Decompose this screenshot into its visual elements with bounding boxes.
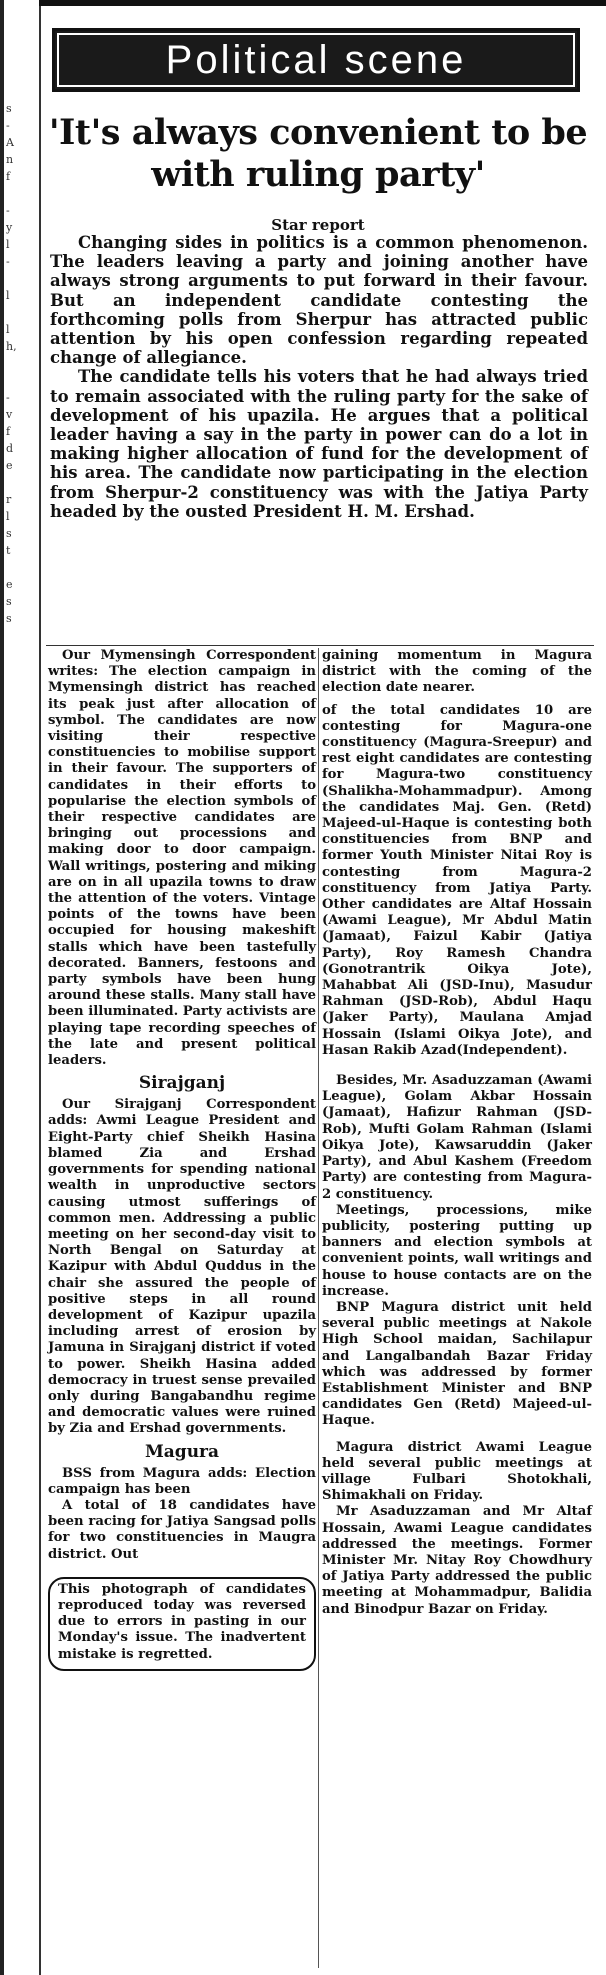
intro-paragraph: Changing sides in politics is a common phenomenon. The leaders leaving a party and joining another have always strong arguments to put forward in their favour. But an independent candidate contesting the forthcoming polls from Sherpur has attracted public attention by his open confession regarding repeated change of allegiance. (50, 233, 588, 368)
fragment-char (6, 474, 36, 491)
intro-paragraph: The candidate tells his voters that he had always tried to remain associated with the ruling party for the sake of development of his upazila. He argues that a political leader having a say in the party in power can do a lot in making higher allocation of fund for the development of his area. The candidate now participating in the election from Sherpur-2 constituency was with the Jatiya Party headed by the ousted President H. M. Ershad. (50, 367, 588, 521)
fragment-char: s (6, 612, 12, 625)
intro-section (50, 233, 588, 521)
fragment-char: h, (6, 340, 17, 353)
fragment-char (6, 355, 36, 372)
fragment-char: A (6, 136, 14, 149)
column-divider (318, 648, 319, 1968)
article-paragraph: Mr Asaduzzaman and Mr Altaf Hossain, Awami League candidates addressed the meetings. Former Minister Mr. Nitay Roy Chowdhury of Jatiya Party addressed the public meeting at Mohammadpur, Balidia and Binodpur Bazar on Friday. (322, 1504, 592, 1617)
fragment-char: t (6, 544, 11, 557)
fragment-char (6, 304, 36, 321)
fragment-char: - (6, 204, 10, 217)
subhead-sirajganj: Sirajganj (138, 1073, 226, 1094)
fragment-char: l (6, 323, 10, 336)
article-paragraph: Besides, Mr. Asaduzzaman (Awami League), Golam Akbar Hossain (Jamaat), Hafizur Rahman (JSD-Rob), Mufti Golam Rahman (Islami Oikya Jote), Kawsaruddin (Jaker Party), and Abul Kashem (Freedom Party) are contesting from Magura-2 constituency. (322, 1073, 592, 1202)
fragment-char: f (6, 425, 11, 438)
right-column (322, 648, 592, 1618)
subhead-magura: Magura (144, 1441, 220, 1462)
article-paragraph: Our Sirajganj Correspondent adds: Awmi League President and Eight-Party chief Sheikh Hasina blamed Zia and Ershad governments for spending national wealth in unproductive sectors causing utmost sufferings of common men. Addressing a public meeting on her second-day visit to North Bengal on Saturday at Kazipur with Abdul Quddus in the chair she assured the people of positive steps in all round development of Kazipur upazila including arrest of erosion by Jamuna in Sirajganj district if voted to power. Sheikh Hasina added democracy in truest sense prevailed only during Bangabandhu regime and democratic values were ruined by Zia and Ershad governments. (48, 1097, 316, 1437)
section-banner-text: Political scene (165, 37, 467, 82)
fragment-char: v (6, 408, 13, 421)
fragment-char (6, 185, 36, 202)
correction-note: This photograph of candidates reproduced today was reversed due to errors in pasting in our Monday's issue. The inadvertent mistake is regretted. (48, 1577, 316, 1671)
article-paragraph: Meetings, processions, mike publicity, postering putting up banners and election symbols at convenient points, wall writings and house to house contacts are on the increase. (322, 1202, 592, 1299)
headline: 'It's always convenient to be with ruling party' (48, 112, 588, 195)
fragment-char: l (6, 510, 10, 523)
article-paragraph: Our Mymensingh Correspondent writes: The election campaign in Mymensingh district has reached its peak just after allocation of symbol. The candidates are now visiting their respective constituencies to mobilise support in their favour. The supporters of candidates in their efforts to popularise the election symbols of their respective candidates are bringing out processions and making door to door campaign. Wall writings, postering and miking are on in all upazila towns to draw the attention of the voters. Vintage points of the towns have been occupied for housing makeshift stalls which have been tastefully decorated. Banners, festoons and party symbols have been hung around these stalls. Many stall have been illuminated. Party activists are playing tape recording speeches of the late and present political leaders. (48, 648, 316, 1069)
fragment-char: n (6, 153, 14, 166)
section-divider (46, 645, 594, 646)
fragment-char: e (6, 459, 13, 472)
scan-edge (0, 0, 4, 1975)
fragment-char: f (6, 170, 11, 183)
fragment-char: s (6, 527, 12, 540)
fragment-char: s (6, 595, 12, 608)
fragment-char: - (6, 391, 10, 404)
left-column (48, 648, 316, 1671)
fragment-char: l (6, 238, 10, 251)
fragment-char: r (6, 493, 12, 506)
fragment-char: - (6, 119, 10, 132)
article-paragraph: A total of 18 candidates have been racing for Jatiya Sangsad polls for two constituencies in Maugra district. Out (48, 1497, 316, 1562)
adjacent-column-fragments (6, 100, 36, 627)
article-paragraph: BSS from Magura adds: Election campaign has been (48, 1465, 316, 1497)
top-rule (39, 0, 606, 6)
article-paragraph: gaining momentum in Magura district with the coming of the election date nearer. (322, 648, 592, 696)
fragment-char: - (6, 255, 10, 268)
article-paragraph: Magura district Awami League held several public meetings at village Fulbari Shotokhali, Shimakhali on Friday. (322, 1439, 592, 1504)
column-rule-left (39, 0, 41, 1975)
article-paragraph: BNP Magura district unit held several public meetings at Nakole High School maidan, Sachilapur and Langalbandah Bazar Friday which was addressed by former Establishment Minister and BNP candidates Gen (Retd) Majeed-ul-Haque. (322, 1299, 592, 1429)
fragment-char: e (6, 578, 13, 591)
fragment-char: d (6, 442, 14, 455)
fragment-char (6, 372, 36, 389)
fragment-char (6, 270, 36, 287)
fragment-char: l (6, 289, 10, 302)
byline: Star report (271, 216, 365, 234)
section-banner (52, 28, 580, 92)
fragment-char: s (6, 102, 12, 115)
fragment-char: y (6, 221, 13, 234)
article-paragraph: of the total candidates 10 are contesting for Magura-one constituency (Magura-Sreepur) and rest eight candidates are contesting for Magura-two constituency (Shalikha-Mohammadpur). Among the candidates Maj. Gen. (Retd) Majeed-ul-Haque is contesting both constituencies from BNP and former Youth Minister Nitai Roy is contesting from Magura-2 constituency from Jatiya Party. Other candidates are Altaf Hossain (Awami League), Mr Abdul Matin (Jamaat), Faizul Kabir (Jatiya Party), Roy Ramesh Chandra (Gonotrantrik Oikya Jote), Mahabbat Ali (JSD-Inu), Masudur Rahman (JSD-Rob), Abdul Haqu (Jaker Party), Maulana Amjad Hossain (Islami Oikya Jote), and Hasan Rakib Azad(Independent). (322, 702, 592, 1058)
fragment-char (6, 559, 36, 576)
